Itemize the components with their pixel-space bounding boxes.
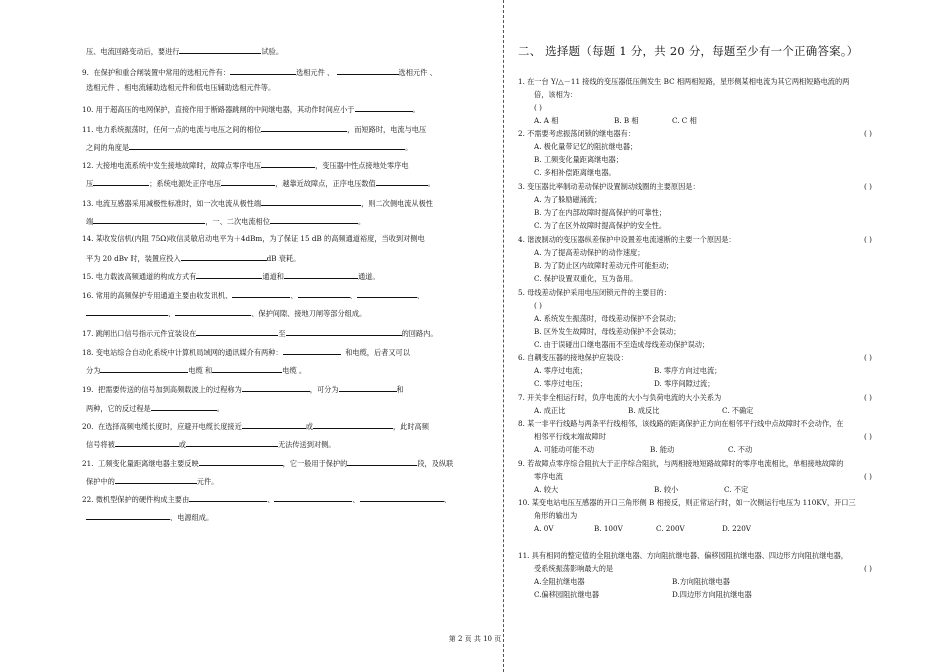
q10-line1: 10. 某变电站电压互感器的开口三角形侧 B 相接反，则正常运行时，如一次侧运行电压为 110KV，开口三 — [518, 498, 856, 507]
q1-line1: 1. 在一台 Y/△－11 接线的变压器低压侧发生 BC 相两相短路，星形侧某相电流为其它两相短路电流的两 — [518, 77, 850, 86]
q11-line2: 受系统振荡影响最大的是 — [534, 564, 614, 573]
q3-c: C. 为了在区外故障时提高保护的安全性。 — [534, 221, 667, 230]
q11-cont: 之间的角度是 。 — [86, 143, 413, 152]
page-number: 第 2 页 共 10 页 — [448, 635, 502, 643]
q8-paren: ( ) — [864, 432, 872, 441]
q9-opt-a: A. 较大 — [534, 485, 559, 494]
q7-opt-c: C. 不确定 — [722, 406, 754, 415]
q4-b: B. 为了防止区内故障时差动元件可能拒动； — [534, 261, 674, 270]
q8-opt-a: A. 可能动可能不动 — [534, 445, 595, 454]
q22: 22. 微机型保护的硬件构成主要由 、 、 、 — [82, 495, 451, 504]
q11-opt-b: B.方向阻抗继电器 — [672, 577, 730, 586]
q9-line2: 零序电流 — [534, 472, 563, 481]
q16: 16. 常用的高频保护专用通道主要由收发讯机、 、 、 、 — [82, 291, 424, 300]
q19-cont: 两种，它的反过程是 。 — [86, 404, 224, 413]
section-title: 二、 选择题（每题 1 分，共 20 分，每题至少有一个正确答案。） — [518, 44, 859, 58]
q11-opt-c: C.偏移园阻抗继电器 — [534, 590, 600, 599]
q7-paren: ( ) — [864, 393, 872, 402]
q5-c: C. 由于误碰出口继电器而不至造成母线差动保护误动； — [534, 340, 710, 349]
q1-opt-b: B. B 相 — [614, 116, 639, 125]
q14: 14. 某收发信机(内阻 75Ω)收信灵敏启动电平为＋4dBm，为了保证 15 dB 的高频通道裕度，当收到对侧电 — [82, 234, 425, 243]
q18: 18. 变电站综合自动化系统中计算机局域网的通讯媒介有两种： 和电缆，后者又可以 — [82, 348, 410, 357]
q14-cont: 平为 20 dBv 时，装置应投入 dB 衰耗。 — [86, 254, 301, 263]
q5-a: A. 系统发生振荡时，母线差动保护不会误动； — [534, 314, 681, 323]
q5-b: B. 区外发生故障时，母线差动保护不会误动； — [534, 327, 681, 336]
q1-opt-c: C. C 相 — [672, 116, 697, 125]
q10-opt-c: C. 200V — [656, 524, 685, 533]
q21-cont: 保护中的 元件。 — [86, 477, 219, 486]
q9-opt-b: B. 较小 — [654, 485, 679, 494]
q16-cont: 、 、保护间隙、接地刀闸等部分组成。 — [86, 307, 366, 319]
q17: 17. 跳闸出口信号指示元件宜装设在 至 的回路内。 — [82, 329, 438, 338]
q4: 4. 谐波制动的变压器纵差保护中设置差电流速断的主要一个原因是： — [518, 235, 736, 244]
q3-a: A. 为了躲励磁涌流； — [534, 195, 602, 204]
q3-b: B. 为了在内部故障时提高保护的可靠性； — [534, 208, 667, 217]
q5: 5. 母线差动保护采用电压闭锁元件的主要目的： — [518, 288, 671, 297]
q7-opt-b: B. 成反比 — [628, 406, 660, 415]
q3: 3. 变压器比率制动差动保护设置制动线圈的主要原因是： — [518, 182, 700, 191]
q13-cont: 端 ，一、二次电流相位 。 — [86, 217, 366, 226]
q10-line2: 角形的输出为 — [534, 511, 578, 520]
q10-opt-d: D. 220V — [722, 524, 751, 533]
q4-c: C. 保护设置双重化，互为备用。 — [534, 274, 638, 283]
q9: 9. 在保护和重合闸装置中常用的选相元件有： 选相元件 、 选相元件 、 — [82, 68, 437, 77]
q9-line1: 9. 若故障点零序综合阻抗大于正序综合阻抗，与两相接地短路故障时的零序电流相比，单相接地故障的 — [518, 459, 844, 468]
q6-paren: ( ) — [864, 353, 872, 362]
q7-opt-a: A. 成正比 — [534, 406, 566, 415]
q15: 15. 电力载波高频通道的构成方式有 通道和 通道。 — [82, 272, 380, 281]
q19: 19. 把需要传送的信号加到高频载波上的过程称为 ，可分为 和 — [82, 385, 404, 394]
q2: 2. 不需要考虑振荡闭锁的继电器有： — [518, 129, 635, 138]
q2-paren: ( ) — [864, 129, 872, 138]
q11-paren: ( ) — [864, 564, 872, 573]
q8-opt-c: C. 不动 — [728, 445, 753, 454]
q9-opt-c: C. 不定 — [724, 485, 749, 494]
q4-paren: ( ) — [864, 235, 872, 244]
q11: 11. 电力系统振荡时，任何一点的电流与电压之间的相位 ，而短路时，电流与电压 — [82, 125, 427, 134]
q10-opt-b: B. 100V — [594, 524, 623, 533]
q12: 12. 大接地电流系统中发生接地故障时，故障点零序电压 ，变压器中性点接地处零序电 — [82, 161, 409, 170]
q8-line2: 相邻平行线末端故障时 — [534, 432, 606, 441]
q20: 20. 在选择高频电缆长度时，应避开电缆长度接近 或 ，此时高频 — [82, 422, 429, 431]
q22-cont: 、电源组成。 — [86, 511, 213, 523]
q7: 7. 开关非全相运行时，负序电流的大小与负荷电流的大小关系为 — [518, 393, 722, 402]
page-divider — [503, 0, 504, 672]
q1-line2: 倍，该相为： — [534, 90, 578, 99]
q1-paren: ( ) — [534, 103, 542, 112]
q6-opt-a: A. 零序过电流； — [534, 366, 587, 375]
q3-paren: ( ) — [864, 182, 872, 191]
q4-a: A. 为了提高差动保护的动作速度； — [534, 248, 645, 257]
q10-opt-a: A. 0V — [534, 524, 554, 533]
q9-paren: ( ) — [864, 472, 872, 481]
q10: 10. 用于超高压的电网保护，直接作用于断路器跳闸的中间继电器，其动作时间应小于 。 — [82, 105, 420, 114]
q6-opt-d: D. 零序间隙过流； — [654, 379, 715, 388]
q2-a: A. 极化量带记忆的阻抗继电器； — [534, 142, 638, 151]
q18-cont: 分为 电缆 和 电缆 。 — [86, 366, 307, 375]
q11-opt-d: D.四边形方向阻抗继电器 — [672, 590, 752, 599]
q6: 6. 自耦变压器的接地保护应装设： — [518, 353, 628, 362]
q11-opt-a: A.全阻抗继电器 — [534, 577, 585, 586]
q6-opt-c: C. 零序过电压； — [534, 379, 587, 388]
q13: 13. 电流互感器采用减极性标准时，如一次电流从极性端 ，则二次侧电流从极性 — [82, 199, 433, 208]
q6-opt-b: B. 零序方向过电流； — [654, 366, 722, 375]
q2-b: B. 工频变化量距离继电器； — [534, 155, 623, 164]
q21: 21. 工频变化量距离继电器主要反映 ，它一般用于保护的 段，及纵联 — [82, 459, 454, 468]
q12-cont: 压 ；系统电源处正序电压 ，越靠近故障点，正序电压数值 。 — [86, 179, 435, 188]
q9-cont: 选相元件 、相电流辅助选相元件和低电压辅助选相元件等。 — [86, 83, 276, 92]
q8-line1: 8. 某一非平行线路与两条平行线相邻，该线路的距离保护正方向在相邻平行线中点故障时不会动作，在 — [518, 419, 844, 428]
q8-cont: 压、电流回路变动后，要进行 试验。 — [86, 47, 284, 56]
q1-opt-a: A. A 相 — [534, 116, 559, 125]
q5-paren: ( ) — [534, 301, 542, 310]
q20-cont: 信号将被 或 无法传送到对侧。 — [86, 440, 336, 449]
q2-c: C. 多相补偿距离继电器。 — [534, 168, 616, 177]
q11-line1: 11. 具有相同的整定值的全阻抗继电器、方向阻抗继电器、偏移园阻抗继电器、四边形方向阻抗继电器， — [518, 551, 848, 560]
q8-opt-b: B. 能动 — [650, 445, 675, 454]
